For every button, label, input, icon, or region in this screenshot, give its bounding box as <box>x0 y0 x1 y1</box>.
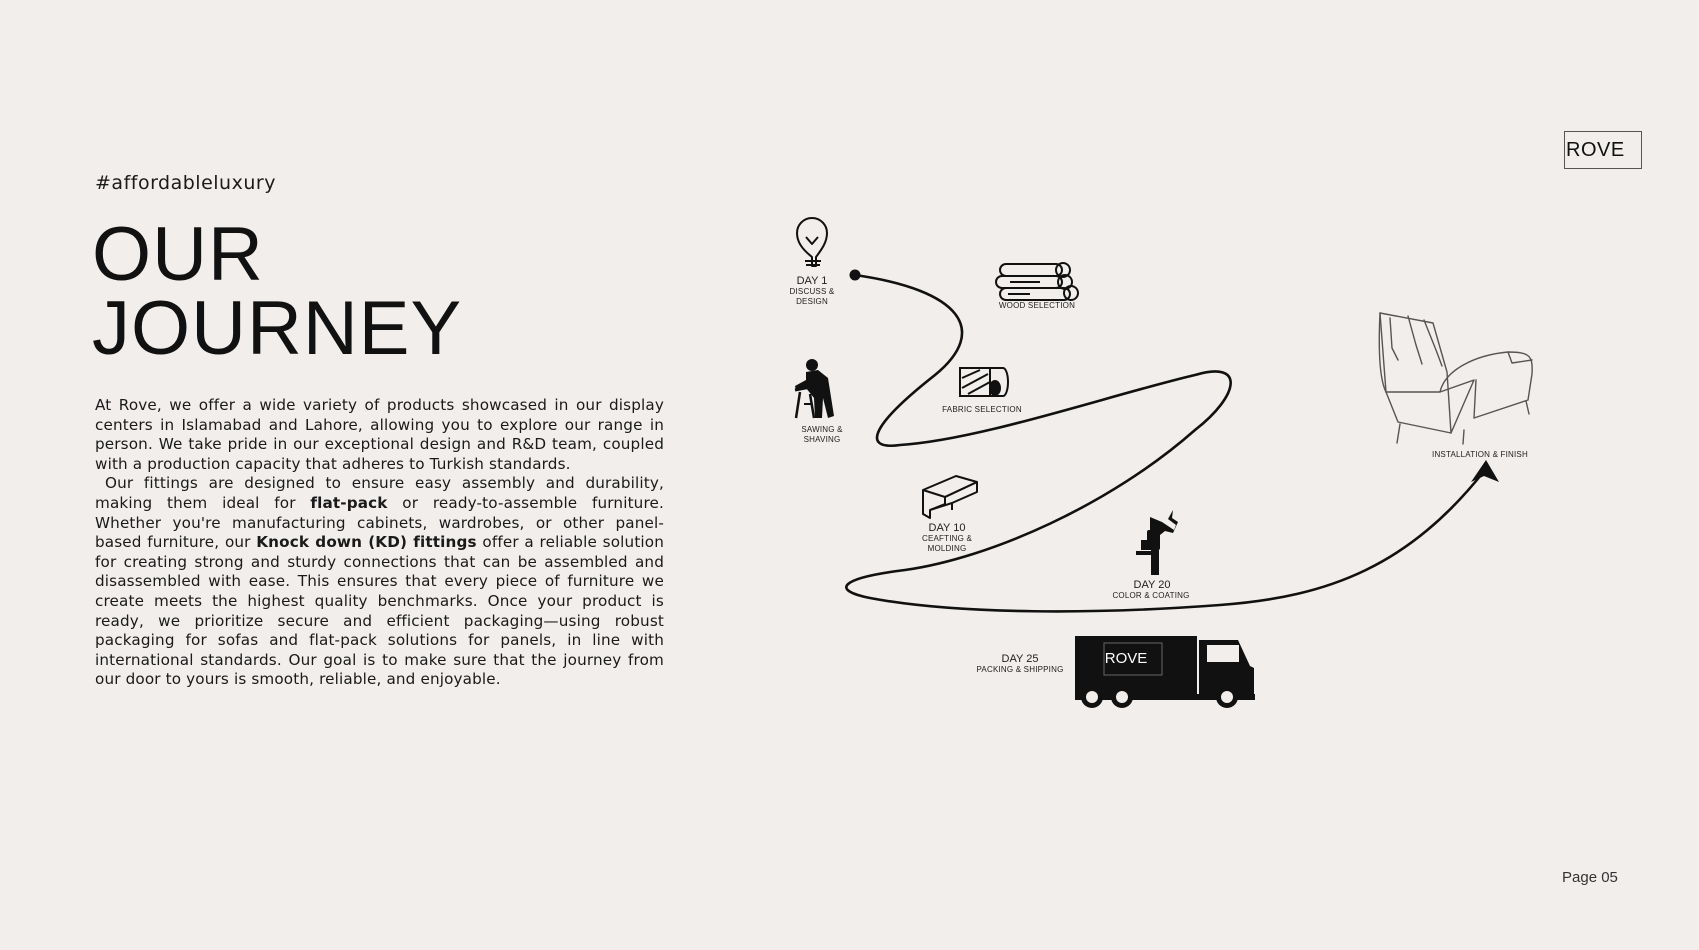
wood-logs-icon <box>996 263 1078 300</box>
day25-label: DAY 25 <box>1001 653 1039 665</box>
day10-desc: MOLDING <box>927 544 967 553</box>
wood-selection-label: WOOD SELECTION <box>998 301 1076 310</box>
text-run: offer a reliable solution for creating strong and sturdy connections that can be assembled and disassembled with ease. This ensures that every piece of furniture we create meets the highest quality benchmarks. Once your product is ready, we prioritize secure and efficient packaging—using robust packaging for sofas and flat-pack solutions for panels, in line with international standards. Our goal is to make sure that the journey from our door to yours is smooth, reliable, and enjoyable. <box>95 533 665 689</box>
truck-logo: ROVE <box>1104 650 1148 667</box>
path-start-dot <box>850 270 861 281</box>
day10-desc: CEAFTING & <box>921 534 973 543</box>
title-line-1: OUR <box>92 212 264 297</box>
bold-flat-pack: flat-pack <box>310 493 388 512</box>
day1-label: DAY 1 <box>796 275 828 287</box>
day1-desc: DISCUSS & <box>789 287 835 296</box>
title-line-2: JOURNEY <box>92 286 463 371</box>
fabric-selection-label: FABRIC SELECTION <box>942 405 1022 414</box>
arrow-head-icon <box>1471 460 1499 482</box>
fabric-roll-icon <box>960 368 1008 396</box>
day20-label: DAY 20 <box>1133 579 1171 591</box>
paragraph-intro: At Rove, we offer a wide variety of products showcased in our display centers in Islamabad and Lahore, allowing you to explore our range in person. We take pride in our exceptional design and R&D team, coupled with a production capacity that adheres to Turkish standards. <box>95 396 664 473</box>
carpenter-icon <box>795 359 834 418</box>
rove-logo: ROVE <box>1564 131 1642 169</box>
spray-gun-icon <box>1136 510 1178 575</box>
day20-desc: COLOR & COATING <box>1112 591 1190 600</box>
hashtag: #affordableluxury <box>95 172 276 194</box>
day25-desc: PACKING & SHIPPING <box>976 665 1064 674</box>
lightbulb-icon <box>797 218 827 266</box>
text-run: or ready-to-assemble furniture. Whether you're manufacturing cabinets, wardrobes, or other panel-based furniture, our <box>95 493 664 552</box>
molding-block-icon <box>923 476 977 518</box>
truck-icon <box>1075 636 1255 708</box>
bold-kd-fittings: Knock down (KD) fittings <box>256 533 477 552</box>
armchair-icon <box>1379 313 1532 444</box>
installation-label: INSTALLATION & FINISH <box>1432 450 1528 459</box>
day10-label: DAY 10 <box>928 522 966 534</box>
page-number: Page 05 <box>1562 869 1618 886</box>
sawing-label: SAWING & <box>801 425 843 434</box>
sawing-label: SHAVING <box>803 435 841 444</box>
day1-desc: DESIGN <box>796 297 828 306</box>
text-run: Our fittings are designed to ensure easy assembly and durability, making them ideal for <box>95 474 664 512</box>
journey-path <box>846 275 1485 611</box>
